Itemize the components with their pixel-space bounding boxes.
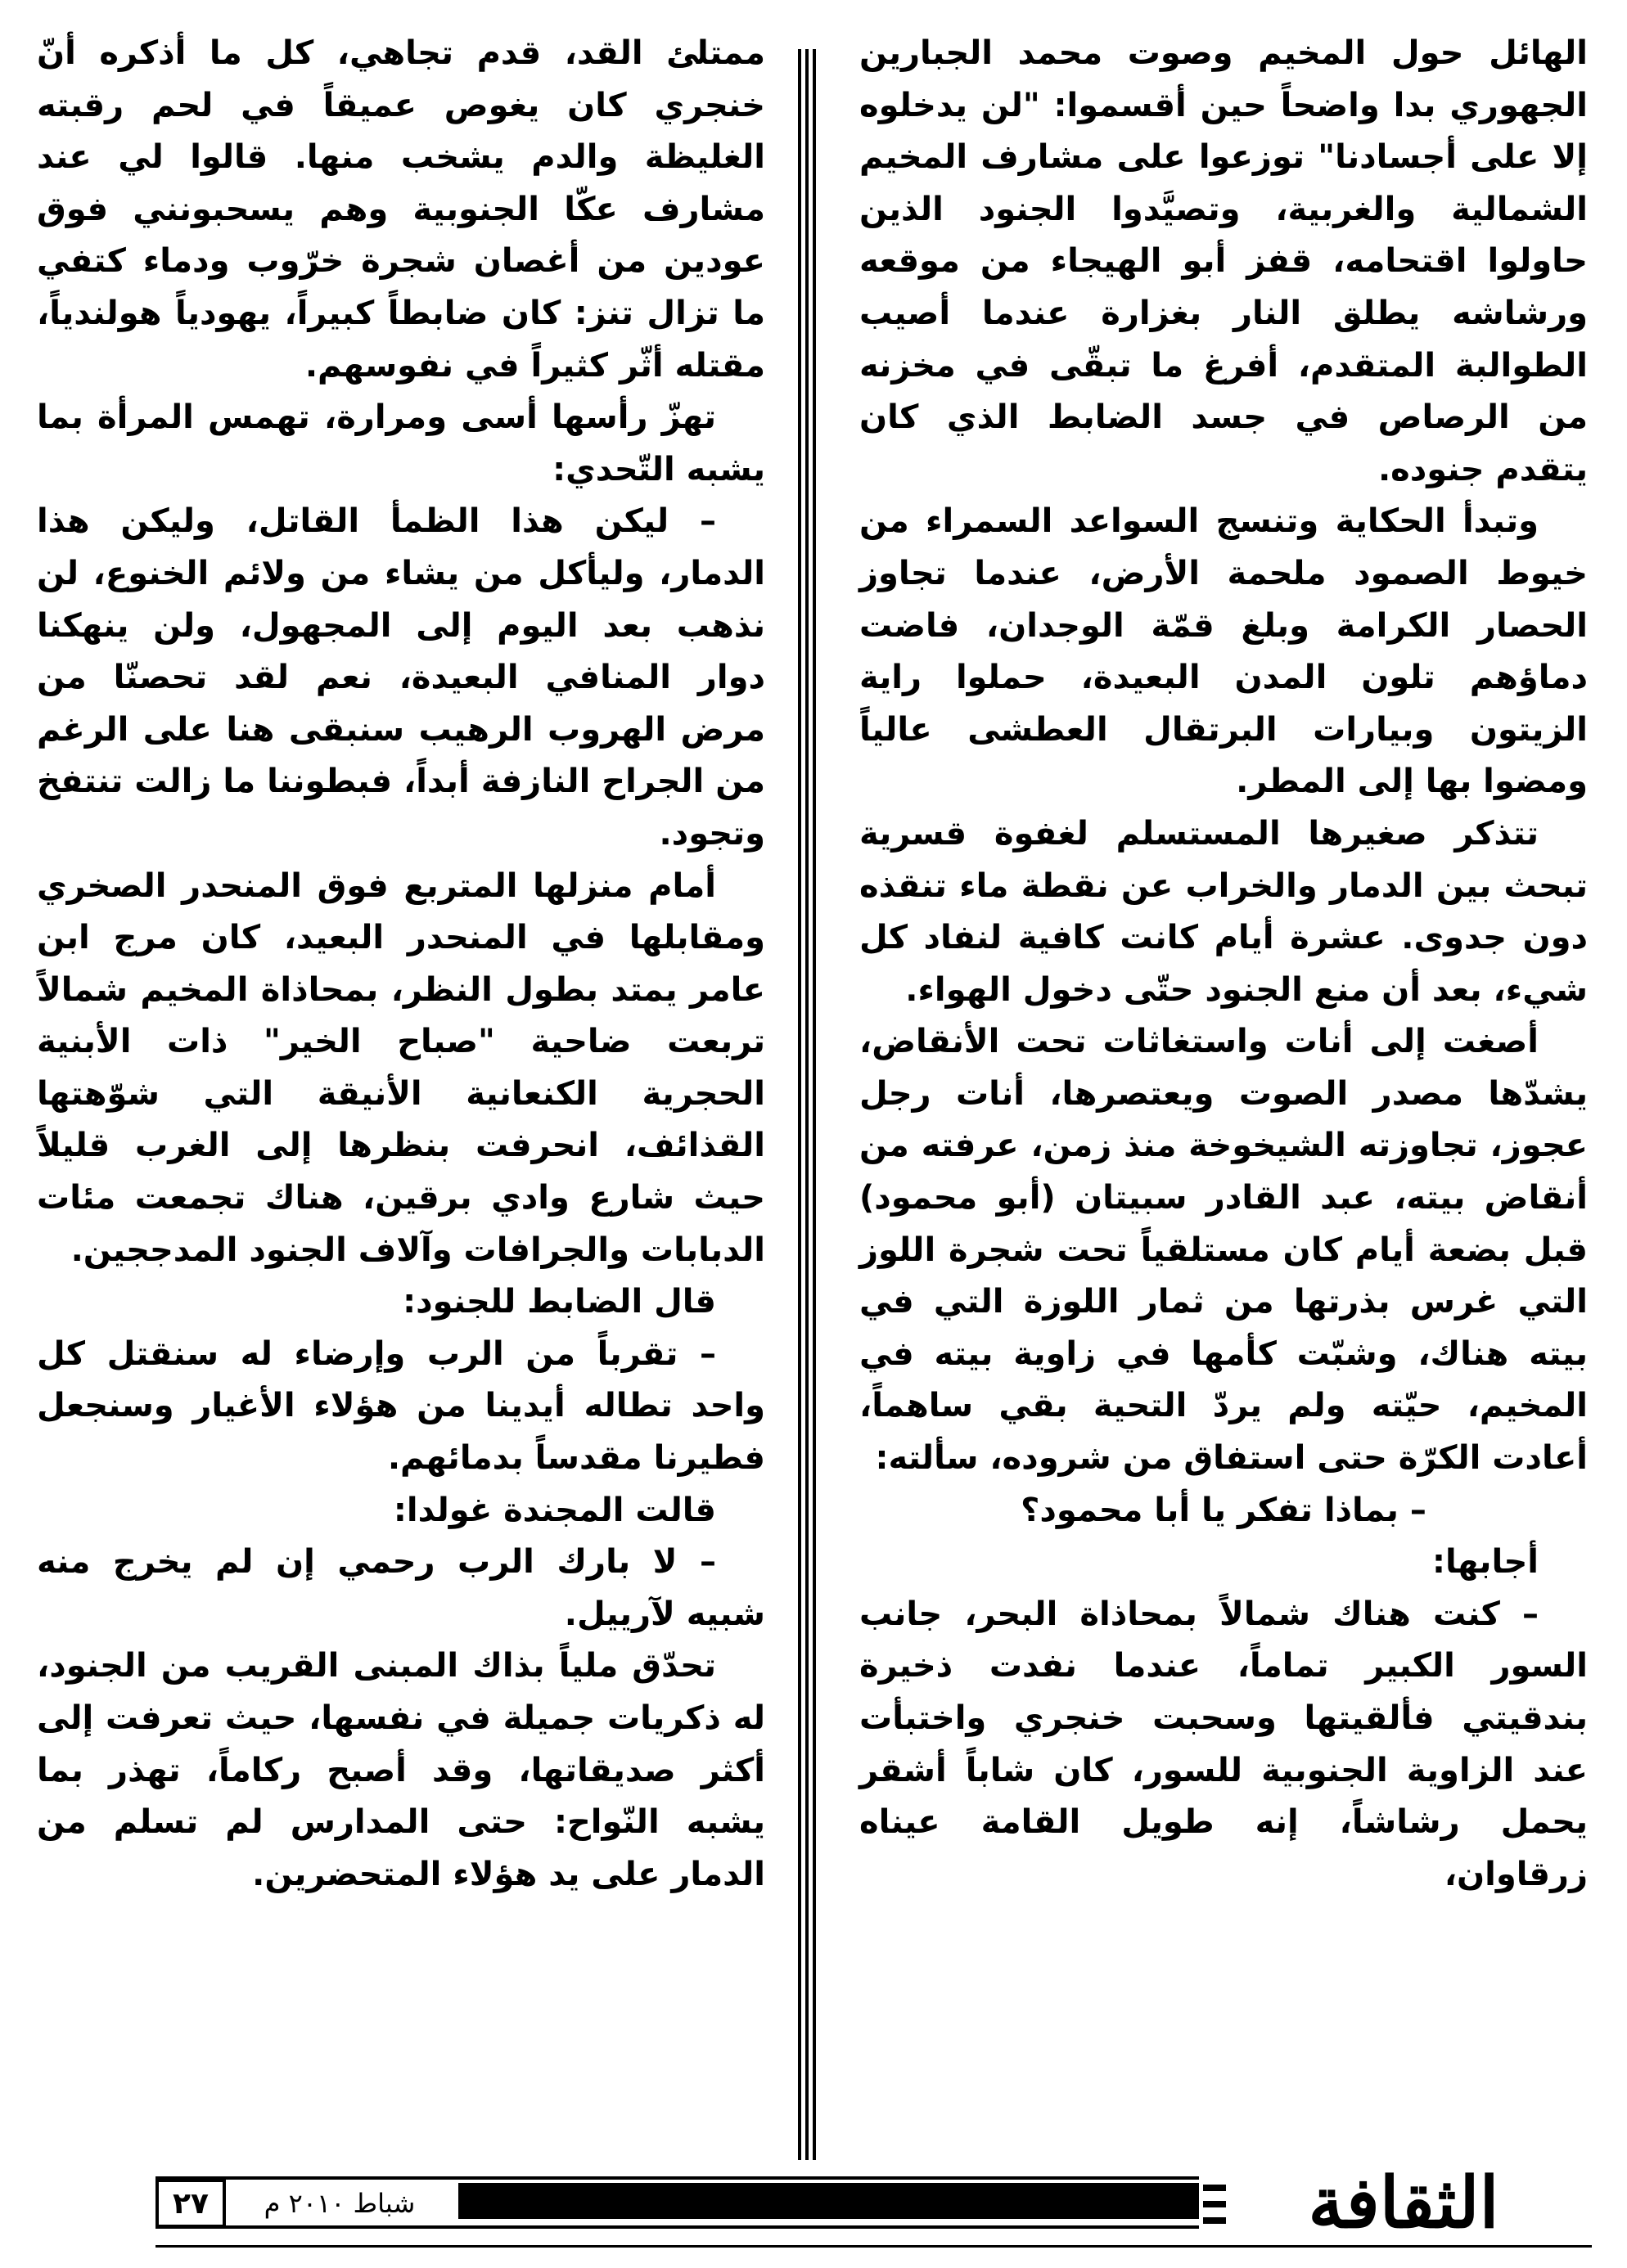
paragraph: – لا بارك الرب رحمي إن لم يخرج منه شبيه لآرييل.	[37, 1543, 765, 1633]
paragraph: أجابها:	[1432, 1543, 1539, 1582]
paragraph: تهزّ رأسها أسى ومرارة، تهمس المرأة بما يشبه التّحدي:	[37, 398, 765, 488]
paragraph: – تقرباً من الرب وإرضاء له سنقتل كل واحد تطاله أيدينا من هؤلاء الأغيار وسنجعل فطيرنا مقدساً بدمائهم.	[37, 1334, 765, 1478]
paragraph: قالت المجندة غولدا:	[393, 1491, 716, 1529]
paragraph: تحدّق ملياً بذاك المبنى القريب من الجنود، له ذكريات جميلة في نفسها، حيث تعرفت إلى أكثر صديقاتها، وقد أصبح ركاماً، تهذر بما يشبه النّواح: حتى المدارس لم تسلم من الدمار على يد هؤلاء المتحضرين.	[37, 1647, 765, 1893]
footer-bar	[458, 2183, 1199, 2219]
column-divider	[798, 49, 823, 2160]
page-footer	[0, 2160, 1627, 2268]
text-column-left	[37, 28, 765, 1901]
paragraph: – ليكن هذا الظمأ القاتل، وليكن هذا الدمار، وليأكل من يشاء من ولائم الخنوع، لن نذهب بعد اليوم إلى المجهول، ولن ينهكنا دوار المنافي البعيدة، نعم لقد تحصنّا من مرض الهروب الرهيب سنبقى هنا على الرغم من الجراح النازفة أبداً، فبطوننا ما زالت تنتفخ وتجود.	[37, 502, 765, 853]
paragraph: ممتلئ القد، قدم تجاهي، كل ما أذكره أنّ خنجري كان يغوص عميقاً في لحم رقبته الغليظة والدم يشخب منها. قالوا لي عند مشارف عكّا الجنوبية وهم يسحبونني فوق عودين من أغصان شجرة خرّوب ودماء كتفي ما تزال تنز: كان ضابطاً كبيراً، يهودياً هولندياً، مقتله أثّر كثيراً في نفوسهم.	[37, 34, 765, 385]
paragraph: قال الضابط للجنود:	[403, 1283, 716, 1321]
page-number: ٢٧	[155, 2179, 226, 2228]
paragraph: أصغت إلى أنات واستغاثات تحت الأنقاض، يشدّها مصدر الصوت ويعتصرها، أنات رجل عجوز، تجاوزته الشيخوخة منذ زمن، عرفته من أنقاض بيته، عبد القادر سبيتان (أبو محمود) قبل بضعة أيام كان مستلقياً تحت شجرة اللوز التي غرس بذرتها من ثمار اللوزة التي في بيته هناك، وشبّت كأمها في زاوية بيته في المخيم، حيّته ولم يردّ التحية بقي ساهماً، أعادت الكرّة حتى استفاق من شروده، سألته:	[859, 1023, 1588, 1478]
footer-rule-mid	[155, 2225, 1199, 2229]
issue-date: شباط ٢٠١٠ م	[264, 2188, 416, 2219]
footer-rule-bottom	[155, 2245, 1592, 2248]
paragraph: تتذكر صغيرها المستسلم لغفوة قسرية تبحث بين الدمار والخراب عن نقطة ماء تنقذه دون جدوى. عشرة أيام كانت كافية لنفاد كل شيء، بعد أن منع الجنود حتّى دخول الهواء.	[859, 814, 1588, 1009]
paragraph: وتبدأ الحكاية وتنسج السواعد السمراء من خيوط الصمود ملحمة الأرض، عندما تجاوز الحصار الكرامة وبلغ قمّة الوجدان، فاضت دماؤهم تلون المدن البعيدة، حملوا راية الزيتون وبيارات البرتقال العطشى عالياً ومضوا بها إلى المطر.	[859, 502, 1588, 801]
paragraph: أمام منزلها المتربع فوق المنحدر الصخري ومقابلها في المنحدر البعيد، كان مرج ابن عامر يمتد بطول النظر، بمحاذاة المخيم شمالاً تربعت ضاحية "صباح الخير" ذات الأبنية الحجرية الكنعانية الأنيقة التي شوّهتها القذائف، انحرفت بنظرها إلى الغرب قليلاً حيث شارع وادي برقين، هناك تجمعت مئات الدبابات والجرافات وآلاف الجنود المدججين.	[37, 866, 765, 1269]
paragraph: – بماذا تفكر يا أبا محمود؟	[1021, 1491, 1426, 1529]
footer-rule-top	[155, 2176, 1199, 2180]
magazine-logo: الثقافة	[1308, 2162, 1499, 2244]
paragraph: الهائل حول المخيم وصوت محمد الجبارين الجهوري بدا واضحاً حين أقسموا: "لن يدخلوه إلا على أجسادنا" توزعوا على مشارف المخيم الشمالية والغربية، وتصيَّدوا الجنود الذين حاولوا اقتحامه، قفز أبو الهيجاء من موقعه ورشاشه يطلق النار بغزارة عندما أصيب الطوالبة المتقدم، أفرغ ما تبقّى في مخزنه من الرصاص في جسد الضابط الذي كان يتقدم جنوده.	[859, 34, 1588, 488]
text-column-right	[859, 28, 1588, 1901]
paragraph: – كنت هناك شمالاً بمحاذاة البحر، جانب السور الكبير تماماً، عندما نفدت ذخيرة بندقيتي فألقيتها وسحبت خنجري واختبأت عند الزاوية الجنوبية للسور، كان شاباً أشقر يحمل رشاشاً، إنه طويل القامة عيناه زرقاوان،	[859, 1595, 1588, 1893]
